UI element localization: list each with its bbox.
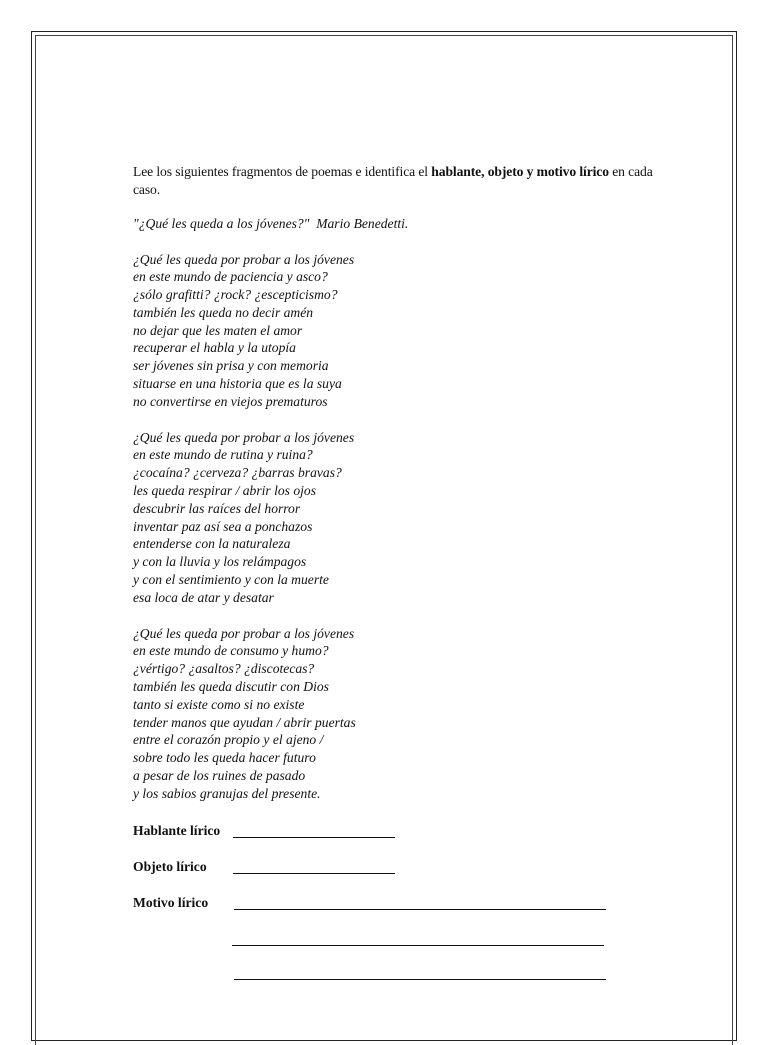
poem-line: ¿vértigo? ¿asaltos? ¿discotecas? — [133, 661, 315, 677]
poem-line: recuperar el habla y la utopía — [133, 340, 296, 356]
instruction-post: en cada caso. — [133, 164, 653, 197]
poem-title: "¿Qué les queda a los jóvenes?" Mario Benedetti. — [133, 216, 409, 231]
poem-line: también les queda discutir con Dios — [133, 679, 329, 695]
hablante-blank[interactable] — [233, 837, 395, 838]
worksheet-content — [133, 163, 673, 803]
instruction-bold: hablante, objeto y motivo lírico — [431, 164, 609, 179]
poem-line: no convertirse en viejos prematuros — [133, 393, 328, 409]
objeto-blank[interactable] — [233, 873, 395, 874]
stanza-2 — [133, 429, 673, 607]
poem-line: en este mundo de rutina y ruina? — [133, 447, 313, 463]
poem-line: también les queda no decir amén — [133, 304, 314, 320]
instruction-text — [133, 163, 673, 198]
poem-line: ¿Qué les queda por probar a los jóvenes — [133, 429, 355, 445]
poem-line: entenderse con la naturaleza — [133, 536, 291, 552]
poem-line: en este mundo de consumo y humo? — [133, 643, 329, 659]
poem-line: tanto si existe como si no existe — [133, 696, 305, 712]
hablante-label: Hablante lírico — [133, 823, 221, 838]
stanza-1 — [133, 251, 673, 411]
poem-line: inventar paz así sea a ponchazos — [133, 518, 313, 534]
poem-line: tender manos que ayudan / abrir puertas — [133, 714, 356, 730]
motivo-blank-3[interactable] — [234, 979, 606, 980]
objeto-label: Objeto lírico — [133, 859, 207, 874]
poem-line: ¿cocaína? ¿cerveza? ¿barras bravas? — [133, 465, 342, 481]
poem-line: entre el corazón propio y el ajeno / — [133, 732, 324, 748]
motivo-blank-1[interactable] — [234, 909, 606, 910]
motivo-label: Motivo lírico — [133, 895, 209, 910]
poem-line: no dejar que les maten el amor — [133, 322, 303, 338]
poem-line: ¿Qué les queda por probar a los jóvenes — [133, 251, 355, 267]
poem-line: y los sabios granujas del presente. — [133, 785, 321, 801]
motivo-blank-2[interactable] — [232, 945, 604, 946]
poem-line: en este mundo de paciencia y asco? — [133, 269, 328, 285]
poem-line: a pesar de los ruines de pasado — [133, 768, 306, 784]
poem-line: les queda respirar / abrir los ojos — [133, 483, 317, 499]
poem-line: y con el sentimiento y con la muerte — [133, 572, 329, 588]
poem-line: esa loca de atar y desatar — [133, 589, 274, 605]
stanza-3 — [133, 625, 673, 803]
instruction-pre: Lee los siguientes fragmentos de poemas e identifica el — [133, 164, 432, 179]
poem-line: y con la lluvia y los relámpagos — [133, 554, 307, 570]
poem-line: ser jóvenes sin prisa y con memoria — [133, 358, 329, 374]
poem-line: sobre todo les queda hacer futuro — [133, 750, 316, 766]
poem-line: ¿Qué les queda por probar a los jóvenes — [133, 625, 355, 641]
poem-line: descubrir las raíces del horror — [133, 500, 301, 516]
poem-line: ¿sólo grafitti? ¿rock? ¿escepticismo? — [133, 287, 338, 303]
poem-line: situarse en una historia que es la suya — [133, 376, 342, 392]
